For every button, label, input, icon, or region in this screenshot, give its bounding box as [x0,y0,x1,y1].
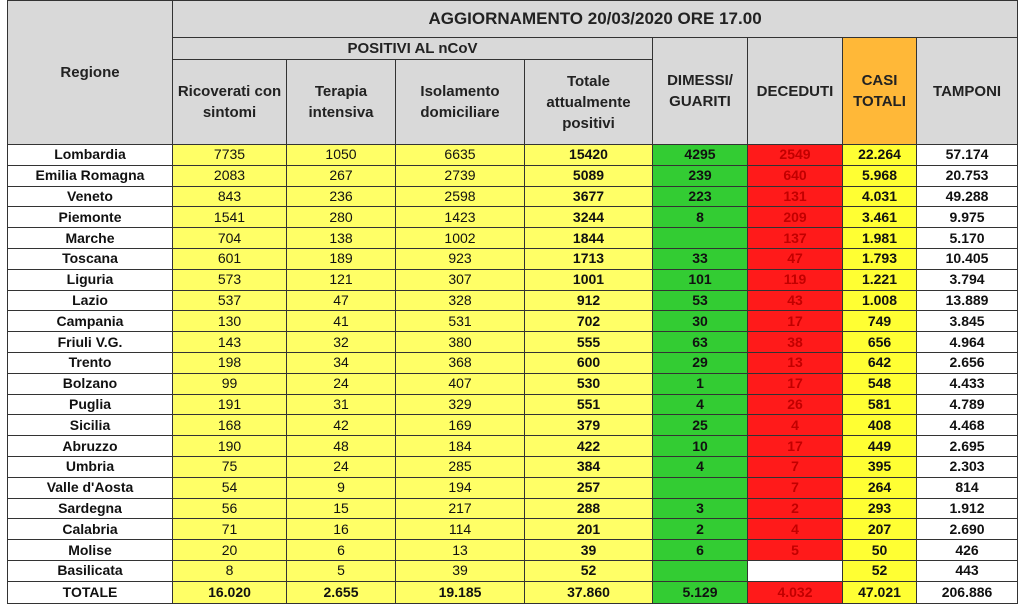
cell-tamponi: 3.794 [917,269,1018,290]
table-body [8,145,1018,604]
cell-dimessi [653,477,748,498]
cell-totale-attuali: 201 [525,519,653,540]
cell-tamponi: 10.405 [917,248,1018,269]
cell-deceduti: 137 [748,228,843,249]
header-casi-totali: CASI TOTALI [843,38,917,145]
cell-dimessi: 53 [653,290,748,311]
cell-terapia: 6 [287,540,396,561]
cell-tamponi: 2.656 [917,352,1018,373]
header-isolamento: Isolamento domiciliare [396,60,525,145]
total-tamponi: 206.886 [917,581,1018,603]
cell-ricoverati: 71 [173,519,287,540]
cell-regione: Umbria [8,456,173,477]
table-row [8,394,1018,415]
table-row [8,519,1018,540]
table-row [8,269,1018,290]
cell-totale-attuali: 551 [525,394,653,415]
cell-tamponi: 9.975 [917,207,1018,228]
cell-casi-totali: 395 [843,456,917,477]
cell-tamponi: 4.433 [917,373,1018,394]
cell-terapia: 32 [287,332,396,353]
cell-tamponi: 2.695 [917,436,1018,457]
cell-ricoverati: 130 [173,311,287,332]
cell-isolamento: 1423 [396,207,525,228]
cell-totale-attuali: 1844 [525,228,653,249]
cell-isolamento: 329 [396,394,525,415]
cell-terapia: 16 [287,519,396,540]
cell-deceduti: 17 [748,436,843,457]
cell-tamponi: 2.690 [917,519,1018,540]
table-row [8,498,1018,519]
cell-ricoverati: 143 [173,332,287,353]
cell-dimessi [653,560,748,581]
cell-isolamento: 380 [396,332,525,353]
table-row [8,186,1018,207]
cell-casi-totali: 656 [843,332,917,353]
cell-dimessi: 29 [653,352,748,373]
cell-terapia: 121 [287,269,396,290]
cell-dimessi: 223 [653,186,748,207]
cell-isolamento: 39 [396,560,525,581]
covid-report [7,0,1017,604]
cell-terapia: 15 [287,498,396,519]
cell-totale-attuali: 384 [525,456,653,477]
cell-regione: Sicilia [8,415,173,436]
cell-dimessi: 101 [653,269,748,290]
cell-isolamento: 2598 [396,186,525,207]
cell-regione: Puglia [8,394,173,415]
cell-regione: Lazio [8,290,173,311]
cell-totale-attuali: 39 [525,540,653,561]
cell-ricoverati: 190 [173,436,287,457]
table-row [8,290,1018,311]
cell-casi-totali: 50 [843,540,917,561]
table-row [8,207,1018,228]
cell-totale-attuali: 379 [525,415,653,436]
cell-totale-attuali: 702 [525,311,653,332]
cell-casi-totali: 5.968 [843,165,917,186]
cell-tamponi: 426 [917,540,1018,561]
cell-terapia: 47 [287,290,396,311]
cell-deceduti: 43 [748,290,843,311]
header-dimessi: DIMESSI/ GUARITI [653,38,748,145]
cell-totale-attuali: 288 [525,498,653,519]
cell-ricoverati: 843 [173,186,287,207]
total-isolamento: 19.185 [396,581,525,603]
cell-isolamento: 531 [396,311,525,332]
table-row [8,436,1018,457]
table-row [8,415,1018,436]
cell-isolamento: 6635 [396,145,525,166]
table-row [8,145,1018,166]
cell-regione: Sardegna [8,498,173,519]
cell-casi-totali: 3.461 [843,207,917,228]
cell-ricoverati: 56 [173,498,287,519]
cell-casi-totali: 1.793 [843,248,917,269]
cell-dimessi: 3 [653,498,748,519]
cell-tamponi: 443 [917,560,1018,581]
cell-isolamento: 194 [396,477,525,498]
cell-tamponi: 49.288 [917,186,1018,207]
cell-totale-attuali: 530 [525,373,653,394]
cell-isolamento: 114 [396,519,525,540]
cell-casi-totali: 1.221 [843,269,917,290]
regional-cases-table [7,0,1018,604]
total-regione: TOTALE [8,581,173,603]
cell-casi-totali: 4.031 [843,186,917,207]
cell-tamponi: 814 [917,477,1018,498]
cell-totale-attuali: 3244 [525,207,653,228]
cell-regione: Veneto [8,186,173,207]
cell-deceduti: 17 [748,311,843,332]
cell-casi-totali: 642 [843,352,917,373]
cell-ricoverati: 537 [173,290,287,311]
cell-deceduti: 5 [748,540,843,561]
cell-deceduti: 119 [748,269,843,290]
cell-ricoverati: 75 [173,456,287,477]
total-casi-totali: 47.021 [843,581,917,603]
cell-isolamento: 407 [396,373,525,394]
cell-terapia: 138 [287,228,396,249]
cell-deceduti: 13 [748,352,843,373]
header-regione: Regione [8,1,173,145]
cell-ricoverati: 99 [173,373,287,394]
cell-tamponi: 13.889 [917,290,1018,311]
cell-terapia: 31 [287,394,396,415]
header-positivi-group: POSITIVI AL nCoV [173,38,653,60]
table-row [8,248,1018,269]
cell-tamponi: 4.468 [917,415,1018,436]
cell-ricoverati: 8 [173,560,287,581]
cell-terapia: 236 [287,186,396,207]
cell-isolamento: 328 [396,290,525,311]
cell-ricoverati: 704 [173,228,287,249]
cell-deceduti: 640 [748,165,843,186]
cell-deceduti [748,560,843,581]
cell-tamponi: 5.170 [917,228,1018,249]
total-totale-attuali: 37.860 [525,581,653,603]
cell-ricoverati: 168 [173,415,287,436]
cell-terapia: 189 [287,248,396,269]
cell-dimessi: 4 [653,394,748,415]
cell-deceduti: 4 [748,415,843,436]
cell-totale-attuali: 5089 [525,165,653,186]
cell-regione: Trento [8,352,173,373]
cell-casi-totali: 22.264 [843,145,917,166]
cell-casi-totali: 293 [843,498,917,519]
cell-dimessi [653,228,748,249]
table-row [8,352,1018,373]
cell-tamponi: 2.303 [917,456,1018,477]
table-title: AGGIORNAMENTO 20/03/2020 ORE 17.00 [173,1,1018,38]
cell-terapia: 9 [287,477,396,498]
cell-isolamento: 217 [396,498,525,519]
total-row [8,581,1018,603]
cell-totale-attuali: 52 [525,560,653,581]
cell-regione: Friuli V.G. [8,332,173,353]
cell-totale-attuali: 257 [525,477,653,498]
cell-deceduti: 17 [748,373,843,394]
cell-regione: Toscana [8,248,173,269]
cell-dimessi: 6 [653,540,748,561]
cell-regione: Abruzzo [8,436,173,457]
cell-isolamento: 184 [396,436,525,457]
cell-regione: Marche [8,228,173,249]
cell-dimessi: 30 [653,311,748,332]
cell-dimessi: 1 [653,373,748,394]
table-row [8,311,1018,332]
cell-deceduti: 4 [748,519,843,540]
table-row [8,373,1018,394]
cell-terapia: 24 [287,456,396,477]
cell-casi-totali: 449 [843,436,917,457]
cell-tamponi: 1.912 [917,498,1018,519]
cell-casi-totali: 408 [843,415,917,436]
cell-ricoverati: 573 [173,269,287,290]
header-ricoverati: Ricoverati con sintomi [173,60,287,145]
cell-deceduti: 26 [748,394,843,415]
cell-isolamento: 368 [396,352,525,373]
cell-dimessi: 2 [653,519,748,540]
cell-deceduti: 7 [748,456,843,477]
cell-isolamento: 1002 [396,228,525,249]
cell-terapia: 34 [287,352,396,373]
table-row [8,332,1018,353]
cell-terapia: 41 [287,311,396,332]
cell-totale-attuali: 1001 [525,269,653,290]
cell-ricoverati: 54 [173,477,287,498]
table-row [8,477,1018,498]
table-row [8,540,1018,561]
cell-deceduti: 7 [748,477,843,498]
cell-deceduti: 131 [748,186,843,207]
cell-casi-totali: 207 [843,519,917,540]
cell-terapia: 280 [287,207,396,228]
total-terapia: 2.655 [287,581,396,603]
cell-casi-totali: 548 [843,373,917,394]
cell-regione: Basilicata [8,560,173,581]
header-tamponi: TAMPONI [917,38,1018,145]
cell-tamponi: 57.174 [917,145,1018,166]
cell-dimessi: 4295 [653,145,748,166]
cell-tamponi: 4.964 [917,332,1018,353]
cell-ricoverati: 601 [173,248,287,269]
cell-casi-totali: 749 [843,311,917,332]
cell-ricoverati: 1541 [173,207,287,228]
cell-dimessi: 25 [653,415,748,436]
header-deceduti: DECEDUTI [748,38,843,145]
cell-totale-attuali: 555 [525,332,653,353]
cell-ricoverati: 191 [173,394,287,415]
header-terapia: Terapia intensiva [287,60,396,145]
cell-isolamento: 2739 [396,165,525,186]
cell-ricoverati: 2083 [173,165,287,186]
cell-tamponi: 4.789 [917,394,1018,415]
cell-casi-totali: 1.008 [843,290,917,311]
cell-terapia: 1050 [287,145,396,166]
cell-totale-attuali: 600 [525,352,653,373]
cell-dimessi: 239 [653,165,748,186]
cell-ricoverati: 198 [173,352,287,373]
cell-terapia: 48 [287,436,396,457]
cell-totale-attuali: 912 [525,290,653,311]
cell-regione: Valle d'Aosta [8,477,173,498]
cell-dimessi: 33 [653,248,748,269]
cell-totale-attuali: 3677 [525,186,653,207]
cell-terapia: 24 [287,373,396,394]
table-row [8,456,1018,477]
cell-casi-totali: 581 [843,394,917,415]
cell-casi-totali: 52 [843,560,917,581]
cell-totale-attuali: 422 [525,436,653,457]
cell-isolamento: 285 [396,456,525,477]
cell-regione: Liguria [8,269,173,290]
header-totale-attuali: Totale attualmente positivi [525,60,653,145]
cell-tamponi: 20.753 [917,165,1018,186]
cell-regione: Calabria [8,519,173,540]
cell-deceduti: 38 [748,332,843,353]
cell-casi-totali: 264 [843,477,917,498]
cell-regione: Molise [8,540,173,561]
table-row [8,560,1018,581]
cell-isolamento: 307 [396,269,525,290]
total-deceduti: 4.032 [748,581,843,603]
cell-regione: Lombardia [8,145,173,166]
cell-regione: Bolzano [8,373,173,394]
table-row [8,165,1018,186]
cell-regione: Campania [8,311,173,332]
cell-tamponi: 3.845 [917,311,1018,332]
table-row [8,228,1018,249]
cell-dimessi: 10 [653,436,748,457]
total-dimessi: 5.129 [653,581,748,603]
cell-dimessi: 63 [653,332,748,353]
cell-ricoverati: 20 [173,540,287,561]
cell-deceduti: 47 [748,248,843,269]
cell-casi-totali: 1.981 [843,228,917,249]
cell-terapia: 42 [287,415,396,436]
cell-deceduti: 2 [748,498,843,519]
total-ricoverati: 16.020 [173,581,287,603]
cell-terapia: 267 [287,165,396,186]
cell-deceduti: 209 [748,207,843,228]
cell-isolamento: 13 [396,540,525,561]
cell-deceduti: 2549 [748,145,843,166]
cell-isolamento: 169 [396,415,525,436]
cell-dimessi: 4 [653,456,748,477]
cell-isolamento: 923 [396,248,525,269]
cell-dimessi: 8 [653,207,748,228]
cell-ricoverati: 7735 [173,145,287,166]
cell-regione: Piemonte [8,207,173,228]
cell-totale-attuali: 15420 [525,145,653,166]
cell-regione: Emilia Romagna [8,165,173,186]
cell-terapia: 5 [287,560,396,581]
cell-totale-attuali: 1713 [525,248,653,269]
